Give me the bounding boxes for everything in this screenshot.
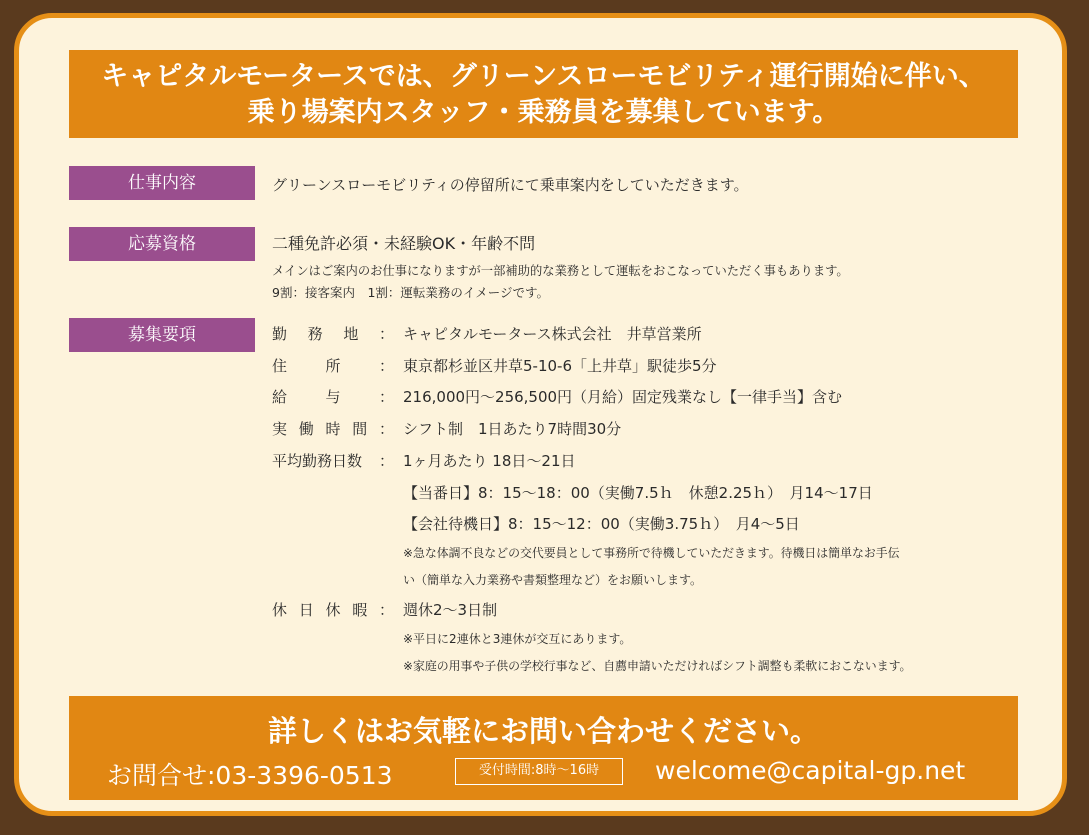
contact-phone[interactable]: お問合せ:03-3396-0513 xyxy=(107,761,393,790)
holiday-value: 週休2～3日制 xyxy=(403,601,498,619)
header-banner xyxy=(69,50,1018,138)
holiday-note-2: ※家庭の用事や子供の学校行事など、自薦申請いただければシフト調整も柔軟におこないます。 xyxy=(403,659,912,673)
contact-footer xyxy=(69,696,1018,800)
shift-duty-day: 【当番日】8：15～18：00（実働7.5ｈ 休憩2.25ｈ） 月14～17日 xyxy=(403,484,873,502)
qualification-label: 応募資格 xyxy=(69,227,255,261)
salary-label: 給 与 ： xyxy=(272,388,394,406)
recruit-label: 募集要項 xyxy=(69,318,255,352)
qualification-main: 二種免許必須・未経験OK・年齢不問 xyxy=(272,234,536,253)
work-hours-label: 実 働 時 間 ： xyxy=(272,420,394,438)
salary-value: 216,000円～256,500円（月給）固定残業なし【一律手当】含む xyxy=(403,388,843,406)
contact-email[interactable]: welcome@capital-gp.net xyxy=(655,756,966,785)
standby-note-2: い（簡単な入力業務や書類整理など）をお願いします。 xyxy=(403,573,703,587)
work-hours-value: シフト制 1日あたり7時間30分 xyxy=(403,420,622,438)
avg-workdays-label: 平均勤務日数 ： xyxy=(272,452,394,470)
address-label: 住 所 ： xyxy=(272,357,394,375)
workplace-label: 勤 務 地 ： xyxy=(272,325,394,343)
job-label: 仕事内容 xyxy=(69,166,255,200)
holiday-label: 休 日 休 暇 ： xyxy=(272,601,394,619)
avg-workdays-value: 1ヶ月あたり 18日～21日 xyxy=(403,452,576,470)
footer-title: 詳しくはお気軽にお問い合わせください。 xyxy=(267,714,819,748)
header-line-2: 乗り場案内スタッフ・乗務員を募集しています。 xyxy=(247,97,840,128)
holiday-note-1: ※平日に2連休と3連休が交互にあります。 xyxy=(403,632,632,646)
qualification-note-2: 9割：接客案内 1割：運転業務のイメージです。 xyxy=(272,285,550,300)
shift-standby-day: 【会社待機日】8：15～12：00（実働3.75ｈ） 月4～5日 xyxy=(403,515,800,533)
standby-note-1: ※急な体調不良などの交代要員として事務所で待機していただきます。待機日は簡単なお手伝 xyxy=(403,546,900,560)
qualification-note-1: メインはご案内のお仕事になりますが一部補助的な業務として運転をおこなっていただく事もあります。 xyxy=(272,264,849,278)
job-text: グリーンスローモビリティの停留所にて乗車案内をしていただきます。 xyxy=(272,176,749,194)
workplace-value: キャピタルモータース株式会社 井草営業所 xyxy=(403,325,702,343)
header-line-1: キャピタルモータースでは、グリーンスローモビリティ運行開始に伴い、 xyxy=(101,61,986,92)
reception-hours-badge: 受付時間:8時～16時 xyxy=(455,758,623,785)
address-value: 東京都杉並区井草5-10-6「上井草」駅徒歩5分 xyxy=(403,357,717,375)
